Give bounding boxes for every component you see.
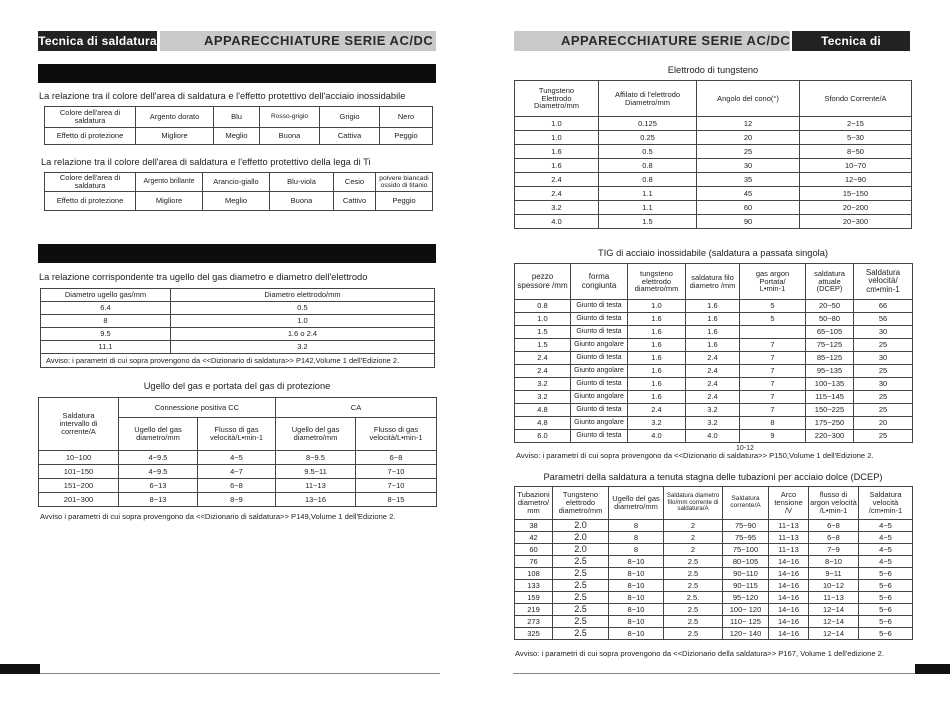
table-cell: 5~30 <box>800 131 912 145</box>
table-cell: 12~14 <box>809 628 859 640</box>
table-cell: 0.125 <box>599 117 697 131</box>
table-cell: 1.0 <box>628 300 686 313</box>
table-cell: 0.8 <box>515 300 571 313</box>
table-cell: 1.6 <box>628 378 686 391</box>
table-cell: 11.1 <box>41 341 171 354</box>
table-cell: Migliore <box>136 192 203 211</box>
table-caption: Ugello del gas e portata del gas di protezione <box>143 381 331 391</box>
table-caption: Parametri della saldatura a tenuta stagna delle tubazioni per acciaio dolce (DCEP) <box>543 472 883 482</box>
table-cell: 110~ 125 <box>723 616 769 628</box>
table-cell: 2.4 <box>515 365 571 378</box>
footer-rule <box>0 673 440 674</box>
header-title: APPARECCHIATURE SERIE AC/DC <box>204 33 434 48</box>
table-cell: 7 <box>740 339 806 352</box>
table-cell: Cattivo <box>334 192 376 211</box>
table-cell: 6~13 <box>119 479 198 493</box>
table-cell: 2.5 <box>553 616 609 628</box>
table-cell: 1.6 <box>628 339 686 352</box>
table-cell: 6~8 <box>356 451 437 465</box>
table-cell: 4.0 <box>628 430 686 443</box>
section-tab: Tecnica di saldatura <box>38 31 157 51</box>
table-cell: 6.4 <box>41 302 171 315</box>
table-cell: Ugello del gas diametro/mm <box>276 418 356 451</box>
table-cell: 2.5 <box>664 616 723 628</box>
table-cell: 100~ 120 <box>723 604 769 616</box>
table-cell: 1.6 <box>686 300 740 313</box>
table-cell: Saldatura corrente/A <box>723 487 769 520</box>
table-cell: 75~125 <box>806 339 854 352</box>
table-cell: 4.0 <box>686 430 740 443</box>
table-cell: 1.0 <box>515 313 571 326</box>
table-cell: 6.0 <box>515 430 571 443</box>
table-cell: 12~14 <box>809 604 859 616</box>
table-cell: Nero <box>380 107 433 128</box>
table-cell: 45 <box>697 187 800 201</box>
table-cell: Diametro elettrodo/mm <box>171 289 435 302</box>
section-bar <box>38 244 436 263</box>
pipe-welding-table <box>514 486 913 640</box>
table-caption: Elettrodo di tungsteno <box>667 65 759 75</box>
titanium-color-table <box>44 172 433 211</box>
table-cell: 0.8 <box>599 173 697 187</box>
table-cell: 11~13 <box>769 532 809 544</box>
table-cell: 2 <box>664 544 723 556</box>
table-cell: 3.2 <box>171 341 435 354</box>
table-cell: 6~8 <box>198 479 276 493</box>
table-cell: 6~8 <box>809 520 859 532</box>
table-cell: Saldatura velocità/ cm•min-1 <box>854 264 913 300</box>
table-cell: 10~100 <box>39 451 119 465</box>
table-cell: 4~9.5 <box>119 451 198 465</box>
section-bar <box>38 64 436 83</box>
table-cell: 20 <box>697 131 800 145</box>
table-cell: Meglio <box>203 192 270 211</box>
table-cell: Tungsteno Elettrodo Diametro/mm <box>515 81 599 117</box>
table-cell: 90 <box>697 215 800 229</box>
table-cell: 4.8 <box>515 417 571 430</box>
table-cell: 220~300 <box>806 430 854 443</box>
table-cell: saldatura filo diametro /mm <box>686 264 740 300</box>
stainless-color-table <box>44 106 433 145</box>
table-cell: 219 <box>515 604 553 616</box>
table-cell: 4.0 <box>515 215 599 229</box>
table-cell: Connessione positiva CC <box>119 398 276 418</box>
table-cell: 1.6 <box>628 352 686 365</box>
table-cell <box>740 326 806 339</box>
table-cell: 8~10 <box>809 556 859 568</box>
table-cell: 133 <box>515 580 553 592</box>
table-cell: 1.0 <box>171 315 435 328</box>
table-cell: 4~9.5 <box>119 465 198 479</box>
table-cell: 80~105 <box>723 556 769 568</box>
table-cell: 2.4 <box>686 352 740 365</box>
table-cell: 0.5 <box>599 145 697 159</box>
table-cell: 30 <box>854 352 913 365</box>
table-cell: Cattiva <box>320 128 380 145</box>
table-cell: 25 <box>854 391 913 404</box>
table-cell: Flusso di gas velocità/L•min-1 <box>356 418 437 451</box>
table-cell: 2 <box>664 520 723 532</box>
table-cell: 7~10 <box>356 465 437 479</box>
table-cell: 1.5 <box>515 339 571 352</box>
table-cell: 56 <box>854 313 913 326</box>
table-cell: 4~5 <box>859 544 913 556</box>
table-cell: 8 <box>740 417 806 430</box>
table-cell: 8~10 <box>609 616 664 628</box>
table-cell: Ugello del gas diametro/mm <box>609 487 664 520</box>
table-cell: 8~10 <box>609 556 664 568</box>
table-cell: 7~10 <box>356 479 437 493</box>
table-cell: 9 <box>740 430 806 443</box>
table-caption: La relazione corrispondente tra ugello del gas diametro e diametro dell'elettrodo <box>39 272 368 282</box>
table-cell: 7 <box>740 404 806 417</box>
table-cell: 2.5 <box>553 628 609 640</box>
table-cell: 0.5 <box>171 302 435 315</box>
table-cell: 2.4 <box>686 378 740 391</box>
table-cell: 3.2 <box>515 201 599 215</box>
table-cell: 75~95 <box>723 532 769 544</box>
table-cell: 2.5 <box>664 628 723 640</box>
table-cell: 1.0 <box>515 117 599 131</box>
table-cell: 25 <box>854 404 913 417</box>
table-cell: Giunto angolare <box>571 365 628 378</box>
table-cell: 14~16 <box>769 568 809 580</box>
table-cell: 2.5 <box>664 556 723 568</box>
table-cell: 2.4 <box>686 365 740 378</box>
table-cell: 4~5 <box>859 520 913 532</box>
table-cell: CA <box>276 398 437 418</box>
table-cell: Flusso di gas velocità/L•min-1 <box>198 418 276 451</box>
table-cell: 1.6 <box>628 365 686 378</box>
table-cell: 3.2 <box>686 417 740 430</box>
nozzle-gas-flow-table <box>38 397 437 507</box>
table-cell: Giunto di testa <box>571 404 628 417</box>
table-cell: 1.6 o 2.4 <box>171 328 435 341</box>
table-cell: 8~9 <box>198 493 276 507</box>
table-cell: 4~5 <box>198 451 276 465</box>
table-cell: 8~10 <box>609 580 664 592</box>
table-cell: 4~7 <box>198 465 276 479</box>
table-cell: Giunto angolare <box>571 391 628 404</box>
stray-value: 10-12 <box>736 445 754 452</box>
table-cell: 25 <box>854 430 913 443</box>
table-cell: 2.5 <box>553 604 609 616</box>
table-cell: 66 <box>854 300 913 313</box>
tig-stainless-table <box>514 263 913 443</box>
section-tab: Tecnica di saldatura <box>792 31 910 51</box>
table-cell: 5~6 <box>859 568 913 580</box>
table-cell: 273 <box>515 616 553 628</box>
table-cell: saldatura attuale (DCEP) <box>806 264 854 300</box>
table-cell: 2~15 <box>800 117 912 131</box>
table-cell: 60 <box>515 544 553 556</box>
table-cell: 4.8 <box>515 404 571 417</box>
table-cell: 25 <box>697 145 800 159</box>
table-cell: Argento brillante <box>136 173 203 192</box>
table-cell: 11~13 <box>769 520 809 532</box>
table-cell: 75~90 <box>723 520 769 532</box>
table-cell: 8~9.5 <box>276 451 356 465</box>
table-cell: Giunto di testa <box>571 430 628 443</box>
table-cell: 2.5 <box>553 556 609 568</box>
table-cell: 60 <box>697 201 800 215</box>
table-cell: 1.1 <box>599 201 697 215</box>
table-cell: 4~5 <box>859 532 913 544</box>
table-cell: 1.6 <box>628 313 686 326</box>
table-cell: 7 <box>740 352 806 365</box>
table-cell: 15~150 <box>800 187 912 201</box>
table-cell: 2 <box>664 532 723 544</box>
table-cell: 2.4 <box>515 187 599 201</box>
table-cell: 30 <box>697 159 800 173</box>
table-cell: Giunto di testa <box>571 352 628 365</box>
table-cell: 115~145 <box>806 391 854 404</box>
table-cell: 5 <box>740 313 806 326</box>
table-cell: 9.5~11 <box>276 465 356 479</box>
footer-tab <box>915 664 950 674</box>
table-cell: 108 <box>515 568 553 580</box>
table-note: Avviso: i parametri di cui sopra provengono da <<Dizionario di saldatura>> P150,Volume 1 dell'Edizione 2. <box>516 451 874 460</box>
table-cell: 95~135 <box>806 365 854 378</box>
table-cell: Meglio <box>214 128 260 145</box>
table-cell: 120~ 140 <box>723 628 769 640</box>
table-cell: 3.2 <box>686 404 740 417</box>
table-cell: 50~80 <box>806 313 854 326</box>
table-cell: 150~225 <box>806 404 854 417</box>
table-cell: Blu-viola <box>270 173 334 192</box>
table-cell: forma congiunta <box>571 264 628 300</box>
table-cell: 90~115 <box>723 580 769 592</box>
table-cell: Saldatura intervallo di corrente/A <box>39 398 119 451</box>
table-cell: 12 <box>697 117 800 131</box>
table-cell: 30 <box>854 378 913 391</box>
table-cell: 5~6 <box>859 628 913 640</box>
table-cell: 325 <box>515 628 553 640</box>
table-cell: Peggio <box>380 128 433 145</box>
table-cell: Rosso-grigio <box>260 107 320 128</box>
table-cell: Giunto angolare <box>571 339 628 352</box>
table-cell: 1.5 <box>515 326 571 339</box>
table-cell: Giunto di testa <box>571 300 628 313</box>
table-cell: 14~16 <box>769 592 809 604</box>
table-cell: 11~13 <box>769 544 809 556</box>
table-cell: tungsteno elettrodo diametro/mm <box>628 264 686 300</box>
table-cell: 2.0 <box>553 520 609 532</box>
table-cell: Argento dorato <box>136 107 214 128</box>
table-cell: Arco tensione /V <box>769 487 809 520</box>
table-cell: 1.6 <box>686 326 740 339</box>
table-cell: 1.6 <box>515 145 599 159</box>
right-page <box>475 0 950 705</box>
table-cell: 20~200 <box>800 201 912 215</box>
table-cell: Saldatura diametro filo/mm corrente di saldatura/A <box>664 487 723 520</box>
table-cell: 101~150 <box>39 465 119 479</box>
table-cell: Diametro ugello gas/mm <box>41 289 171 302</box>
footer-rule <box>513 673 950 674</box>
table-cell: 25 <box>854 365 913 378</box>
table-cell: gas argon Portata/ L•min-1 <box>740 264 806 300</box>
table-cell: 7~9 <box>809 544 859 556</box>
table-cell: Buona <box>270 192 334 211</box>
table-cell: 8 <box>609 544 664 556</box>
table-cell: 6~8 <box>809 532 859 544</box>
table-cell: 1.5 <box>599 215 697 229</box>
table-cell: 8~13 <box>119 493 198 507</box>
table-cell: 1.6 <box>515 159 599 173</box>
table-cell: Colore dell'area di saldatura <box>45 173 136 192</box>
table-cell: Giunto di testa <box>571 326 628 339</box>
table-cell: Effetto di protezione <box>45 192 136 211</box>
table-cell: 2.4 <box>515 173 599 187</box>
table-cell: 14~16 <box>769 556 809 568</box>
table-cell: 14~16 <box>769 580 809 592</box>
table-cell: 8~15 <box>356 493 437 507</box>
table-cell: 2.4 <box>686 391 740 404</box>
table-cell: Tungsteno elettrodo diametro/mm <box>553 487 609 520</box>
table-cell: 76 <box>515 556 553 568</box>
table-cell: polvere biancadi ossido di titanio <box>376 173 433 192</box>
table-cell: 14~16 <box>769 604 809 616</box>
table-cell: 30 <box>854 326 913 339</box>
table-cell: Affilato di l'elettrodo Diametro/mm <box>599 81 697 117</box>
table-cell: 7 <box>740 391 806 404</box>
table-cell: 8~10 <box>609 604 664 616</box>
table-cell: Giunto angolare <box>571 417 628 430</box>
table-cell: 35 <box>697 173 800 187</box>
table-cell: 14~16 <box>769 628 809 640</box>
table-cell: 1.6 <box>628 326 686 339</box>
table-cell: 2.5 <box>553 568 609 580</box>
table-cell: 5~6 <box>859 616 913 628</box>
table-cell: Blu <box>214 107 260 128</box>
table-cell: 1.6 <box>686 339 740 352</box>
table-cell: 1.1 <box>599 187 697 201</box>
tungsten-electrode-table <box>514 80 912 229</box>
table-cell: 7 <box>740 378 806 391</box>
table-cell: 20 <box>854 417 913 430</box>
table-cell: 65~105 <box>806 326 854 339</box>
table-cell: Peggio <box>376 192 433 211</box>
table-cell: 8 <box>609 532 664 544</box>
table-cell: 2.0 <box>553 532 609 544</box>
table-cell: 9.5 <box>41 328 171 341</box>
table-cell: 2.4 <box>515 352 571 365</box>
table-cell: 12~90 <box>800 173 912 187</box>
table-cell: flusso di argon velocità /L•min-1 <box>809 487 859 520</box>
table-cell: 2.5 <box>553 580 609 592</box>
table-cell: 0.25 <box>599 131 697 145</box>
table-note: Avviso: i parametri di cui sopra provengono da <<Dizionario della saldatura>> P167, Volume 1 dell'edizione 2. <box>515 649 884 658</box>
table-cell: Giunto di testa <box>571 378 628 391</box>
table-cell: 0.8 <box>599 159 697 173</box>
table-cell: 151~200 <box>39 479 119 493</box>
table-cell: 8 <box>609 520 664 532</box>
table-cell: Angolo del cono(°) <box>697 81 800 117</box>
table-cell: 3.2 <box>628 417 686 430</box>
table-cell: pezzo spessore /mm <box>515 264 571 300</box>
table-cell: 175~250 <box>806 417 854 430</box>
table-cell: Ugello del gas diametro/mm <box>119 418 198 451</box>
table-cell: 8~10 <box>609 568 664 580</box>
table-cell: 38 <box>515 520 553 532</box>
table-cell: 2.0 <box>553 544 609 556</box>
table-cell: 8~10 <box>609 628 664 640</box>
table-cell: 20~50 <box>806 300 854 313</box>
table-cell: 95~120 <box>723 592 769 604</box>
table-note: Avviso: i parametri di cui sopra provengono da <<Dizionario di saldatura>> P142,Volume 1 dell'Edizione 2. <box>41 354 435 368</box>
table-cell: 5 <box>740 300 806 313</box>
table-cell: 2.5 <box>664 580 723 592</box>
table-cell: 2.4 <box>628 404 686 417</box>
table-note: Avviso i parametri di cui sopra provengono da <<Dizionario di saldatura>> P149,Volume 1 dell'Edizione 2. <box>40 512 396 521</box>
table-cell: Grigio <box>320 107 380 128</box>
table-cell: 100~135 <box>806 378 854 391</box>
table-cell: 1.0 <box>515 131 599 145</box>
footer-tab <box>0 664 40 674</box>
table-cell: 8~50 <box>800 145 912 159</box>
table-cell: Sfondo Corrente/A <box>800 81 912 117</box>
table-cell: 11~13 <box>276 479 356 493</box>
table-cell: Tubazioni diametro/ mm <box>515 487 553 520</box>
table-cell: 11~13 <box>809 592 859 604</box>
table-cell: 14~16 <box>769 616 809 628</box>
table-cell: 1.6 <box>686 313 740 326</box>
table-cell: 8 <box>41 315 171 328</box>
table-cell: 12~14 <box>809 616 859 628</box>
table-cell: 25 <box>854 339 913 352</box>
table-cell: 2.5. <box>664 592 723 604</box>
table-cell: 3.2 <box>515 391 571 404</box>
table-cell: 2.5 <box>553 592 609 604</box>
table-cell: 5~6 <box>859 604 913 616</box>
table-caption: La relazione tra il colore dell'area di saldatura e l'effetto protettivo della lega di Ti <box>41 157 371 167</box>
table-cell: Arancio-giallo <box>203 173 270 192</box>
table-cell: 5~6 <box>859 580 913 592</box>
table-cell: 159 <box>515 592 553 604</box>
table-cell: Buona <box>260 128 320 145</box>
table-cell: 2.5 <box>664 604 723 616</box>
table-cell: Saldatura velocità /cm•min-1 <box>859 487 913 520</box>
table-cell: 4~5 <box>859 556 913 568</box>
table-cell: 20~300 <box>800 215 912 229</box>
table-cell: 13~16 <box>276 493 356 507</box>
header-title: APPARECCHIATURE SERIE AC/DC <box>561 33 791 48</box>
table-cell: 9~11 <box>809 568 859 580</box>
table-cell: 7 <box>740 365 806 378</box>
table-cell: 90~110 <box>723 568 769 580</box>
table-cell: 5~6 <box>859 592 913 604</box>
table-caption: TIG di acciaio inossidabile (saldatura a passata singola) <box>598 248 828 258</box>
table-cell: 85~125 <box>806 352 854 365</box>
table-cell: Cesio <box>334 173 376 192</box>
table-cell: 2.5 <box>664 568 723 580</box>
table-cell: Colore dell'area di saldatura <box>45 107 136 128</box>
table-cell: Giunto di testa <box>571 313 628 326</box>
table-cell: 75~100 <box>723 544 769 556</box>
table-cell: Effetto di protezione <box>45 128 136 145</box>
table-cell: 3.2 <box>515 378 571 391</box>
table-cell: 8~10 <box>609 592 664 604</box>
table-cell: 10~12 <box>809 580 859 592</box>
table-cell: 201~300 <box>39 493 119 507</box>
table-cell: 1.6 <box>628 391 686 404</box>
table-caption: La relazione tra il colore dell'area di saldatura e l'effetto protettivo dell'acciaio inossidabile <box>39 91 406 101</box>
nozzle-electrode-table <box>40 288 435 368</box>
table-cell: 10~70 <box>800 159 912 173</box>
table-cell: 42 <box>515 532 553 544</box>
table-cell: Migliore <box>136 128 214 145</box>
